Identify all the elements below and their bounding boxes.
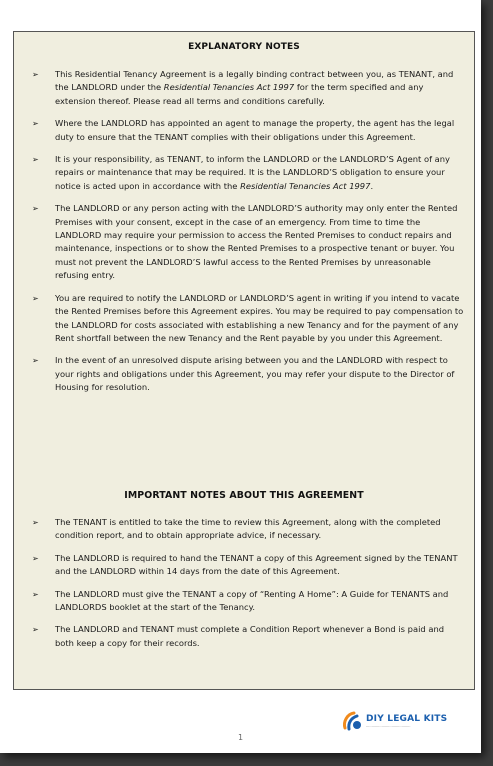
- explanatory-notes-list: [14, 68, 474, 404]
- list-item: ➢ The LANDLORD is required to hand the TENANT a copy of this Agreement signed by the TENANT and the LANDLORD within 14 days from the date of this Agreement.: [32, 552, 458, 577]
- important-notes-list: [14, 516, 474, 659]
- logo-subtext: ........................................: [366, 724, 411, 728]
- arrow-bullet-icon: ➢: [32, 204, 39, 214]
- explanatory-notes-title: EXPLANATORY NOTES: [188, 42, 300, 52]
- arrow-bullet-icon: ➢: [32, 293, 39, 303]
- arrow-bullet-icon: ➢: [32, 356, 39, 366]
- list-item: ➢ Where the LANDLORD has appointed an agent to manage the property, the agent has the legal duty to ensure that the TENANT complies with their obligations under this Agreement.: [32, 118, 455, 142]
- list-item: ➢ It is your responsibility, as TENANT, to inform the LANDLORD or the LANDLORD’S Agent of any repairs or maintenance that may be required. It is the LANDLORD’S obligation to ensure your notice is acted upon in accordance with the Residential Tenancies Act 1997.: [32, 154, 450, 191]
- important-notes-title: IMPORTANT NOTES ABOUT THIS AGREEMENT: [124, 490, 364, 501]
- arrow-bullet-icon: ➢: [32, 518, 39, 527]
- arrow-bullet-icon: ➢: [32, 70, 39, 79]
- arrow-bullet-icon: ➢: [32, 589, 39, 599]
- list-item: ➢ You are required to notify the LANDLORD or LANDLORD’S agent in writing if you intend to vacate the Rented Premises before this Agreement expires. You may be required to pay compensation to the LANDLORD for costs associated with establishing a new Tenancy and for the payment of any Rent shortfall between the new Tenancy and the Rent payable by you under this Agreement.: [32, 292, 464, 343]
- arrow-bullet-icon: ➢: [32, 155, 39, 165]
- arrow-bullet-icon: ➢: [32, 625, 39, 635]
- list-item: ➢ This Residential Tenancy Agreement is a legally binding contract between you, as TENANT, and the LANDLORD under the Residential Tenancies Act 1997 for the term specified and any extension thereof. Please read all terms and conditions carefully.: [32, 69, 454, 106]
- logo-text: DIY LEGAL KITS: [366, 714, 448, 724]
- list-item: ➢ The TENANT is entitled to take the time to review this Agreement, along with the completed condition report, and to obtain appropriate advice, if necessary.: [32, 517, 441, 541]
- list-item: ➢ In the event of an unresolved dispute arising between you and the LANDLORD with respect to your rights and obligations under this Agreement, you may refer your dispute to the Director of Housing for resolution.: [32, 355, 455, 393]
- diy-legal-kits-logo-icon: [341, 710, 363, 732]
- list-item: ➢ The LANDLORD must give the TENANT a copy of “Renting A Home”: A Guide for TENANTS and LANDLORDS booklet at the start of the Tenancy.: [32, 588, 449, 613]
- arrow-bullet-icon: ➢: [32, 119, 39, 129]
- arrow-bullet-icon: ➢: [32, 553, 39, 563]
- page-number: 1: [237, 733, 244, 742]
- notes-box: [13, 31, 475, 690]
- list-item: ➢ The LANDLORD or any person acting with the LANDLORD’S authority may only enter the Rented Premises with your consent, except in the case of an emergency. From time to time the LANDLORD may require your permission to access the Rented Premises to conduct repairs and maintenance, inspections or to show the Rented Premises to a prospective tenant or buyer. You must not prevent the LANDLORD’S lawful access to the Rented Premises by unreasonable refusing entry.: [32, 203, 458, 281]
- diy-legal-kits-logo: [341, 710, 447, 732]
- list-item: ➢ The LANDLORD and TENANT must complete a Condition Report whenever a Bond is paid and both keep a copy for their records.: [32, 624, 445, 648]
